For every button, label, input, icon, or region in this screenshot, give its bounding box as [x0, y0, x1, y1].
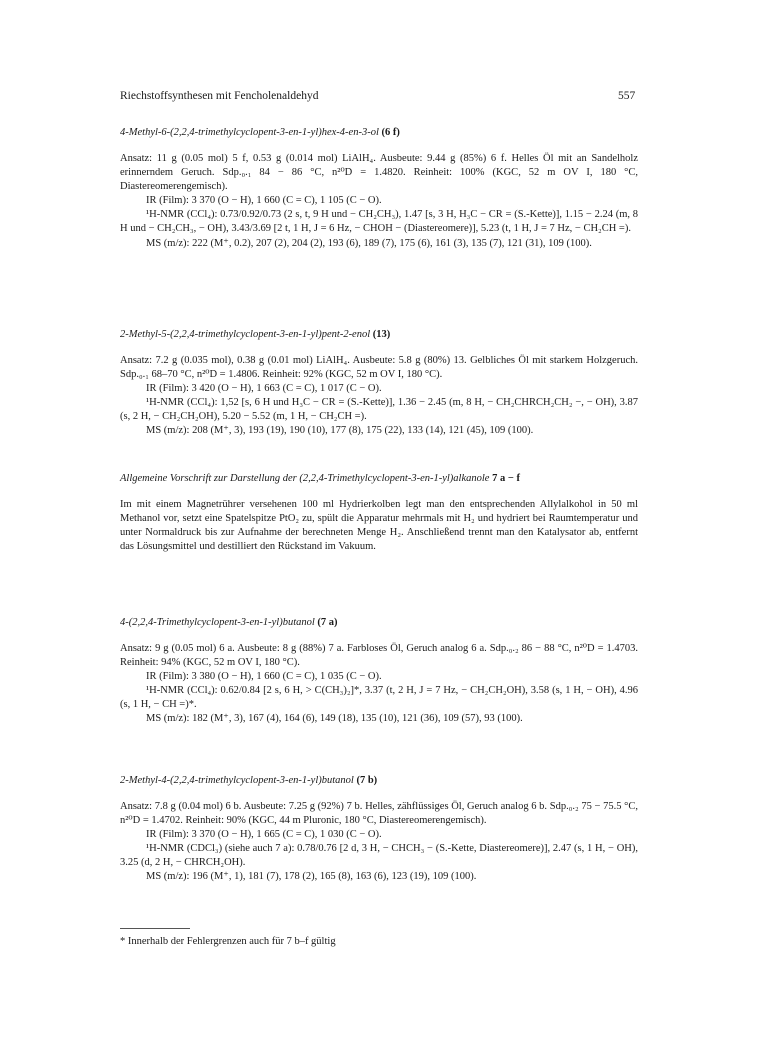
footnote-rule [120, 928, 190, 929]
section-7a [120, 616, 638, 727]
section-title: 2-Methyl-4-(2,2,4-trimethylcyclopent-3-en-1-yl)butanol (7 b) [120, 775, 378, 786]
running-head: Riechstoffsynthesen mit Fencholenaldehyd [120, 90, 319, 102]
procedure-text: Im mit einem Magnetrührer versehenen 100 ml Hydrierkolben legt man den entsprechenden Allylalkohol in 50 ml Methanol vor, setzt eine Spatelspitze PtO₂ zu, spült die Apparatur mehrmals mit H₂ und hydriert bei Raumtemperatur und unter Normaldruck bis zur Aufnahme der berechneten Menge H₂. Anschließend trennt man den Katalysator ab, entfernt das Lösungsmittel und destilliert den Rückstand im Vakuum. [120, 499, 638, 553]
ir-data: IR (Film): 3 420 (O − H), 1 663 (C = C), 1 017 (C − O). [146, 383, 382, 395]
compound-label: (7 a) [317, 617, 338, 628]
nmr-data: ¹H-NMR (CCl₄): 0.73/0.92/0.73 (2 s, t, 9 H und − CH₂CH₃), 1.47 [s, 3 H, H₃C − CR = (S.-Kette)], 1.15 − 2.24 (m, 8 H und − CH₂CH₃, − OH), 3.43/3.69 [2 t, 1 H, J = 6 Hz, − CHOH − (Diastereomere)], 5.23 (t, 1 H, J = 7 Hz, − CH₂CH =). [120, 209, 638, 235]
section-title: 4-Methyl-6-(2,2,4-trimethylcyclopent-3-en-1-yl)hex-4-en-3-ol (6 f) [120, 127, 400, 138]
footnote: * Innerhalb der Fehlergrenzen auch für 7 b–f gültig [120, 936, 336, 947]
section-13 [120, 328, 638, 439]
compound-label: (13) [372, 329, 391, 340]
section-title: 4-(2,2,4-Trimethylcyclopent-3-en-1-yl)butanol (7 a) [120, 617, 338, 628]
ms-data: MS (m/z): 222 (M⁺, 0.2), 207 (2), 204 (2), 193 (6), 189 (7), 175 (6), 161 (3), 135 (7), 121 (31), 109 (100). [146, 237, 592, 249]
section-general-procedure [120, 472, 638, 554]
compound-label: (7 b) [356, 775, 378, 786]
ms-data: MS (m/z): 196 (M⁺, 1), 181 (7), 178 (2), 165 (8), 163 (6), 123 (19), 109 (100). [146, 871, 477, 883]
section-7b [120, 774, 638, 885]
nmr-data: ¹H-NMR (CCl₄): 0.62/0.84 [2 s, 6 H, > C(CH₃)₂]*, 3.37 (t, 2 H, J = 7 Hz, − CH₂CH₂OH), 3.58 (s, 1 H, − OH), 4.96 (s, 1 H, − CH =)*. [120, 685, 638, 711]
procedure-text: Ansatz: 11 g (0.05 mol) 5 f, 0.53 g (0.014 mol) LiAlH₄. Ausbeute: 9.44 g (85%) 6 f. Helles Öl mit an Sandelholz erinnerndem Geruch. Sdp.₀.₁ 84 − 86 °C, n²⁰D = 1.4820. Reinheit: 100% (KGC, 52 m OV I, 180 °C, Diastereomerengemisch). [120, 153, 638, 193]
compound-label: 7 a − f [492, 473, 520, 484]
section-title: 2-Methyl-5-(2,2,4-trimethylcyclopent-3-en-1-yl)pent-2-enol (13) [120, 329, 391, 340]
compound-label: (6 f) [381, 127, 400, 138]
ms-data: MS (m/z): 182 (M⁺, 3), 167 (4), 164 (6), 149 (18), 135 (10), 121 (36), 109 (57), 93 (100). [146, 713, 523, 725]
ms-data: MS (m/z): 208 (M⁺, 3), 193 (19), 190 (10), 177 (8), 175 (22), 133 (14), 121 (45), 109 (100). [146, 425, 534, 437]
procedure-text: Ansatz: 7.8 g (0.04 mol) 6 b. Ausbeute: 7.25 g (92%) 7 b. Helles, zähflüssiges Öl, Geruch analog 6 b. Sdp.₀.₂ 75 − 75.5 °C, n²⁰D = 1.4702. Reinheit: 90% (KGC, 44 m Pluronic, 180 °C, Diastereomerengemisch). [120, 801, 638, 827]
nmr-data: ¹H-NMR (CDCl₃) (siehe auch 7 a): 0.78/0.76 [2 d, 3 H, − CHCH₃ − (S.-Kette, Diastereomere)], 2.47 (s, 1 H, − OH), 3.25 (d, 2 H, − CHRCH₂OH). [120, 843, 638, 869]
ir-data: IR (Film): 3 380 (O − H), 1 660 (C = C), 1 035 (C − O). [146, 671, 382, 683]
page-number: 557 [618, 90, 636, 102]
procedure-text: Ansatz: 9 g (0.05 mol) 6 a. Ausbeute: 8 g (88%) 7 a. Farbloses Öl, Geruch analog 6 a. Sdp.₀.₂ 86 − 88 °C, n²⁰D = 1.4703. Reinheit: 94% (KGC, 52 m OV I, 180 °C). [120, 643, 638, 669]
procedure-text: Ansatz: 7.2 g (0.035 mol), 0.38 g (0.01 mol) LiAlH₄. Ausbeute: 5.8 g (80%) 13. Gelbliches Öl mit starkem Holzgeruch. Sdp.₀.₁ 68–70 °C, n²⁰D = 1.4806. Reinheit: 92% (KGC, 52 m OV I, 180 °C). [120, 355, 638, 381]
section-title: Allgemeine Vorschrift zur Darstellung der (2,2,4-Trimethylcyclopent-3-en-1-yl)alkanole 7 a − f [120, 473, 520, 484]
ir-data: IR (Film): 3 370 (O − H), 1 660 (C = C), 1 105 (C − O). [146, 195, 382, 207]
ir-data: IR (Film): 3 370 (O − H), 1 665 (C = C), 1 030 (C − O). [146, 829, 382, 841]
nmr-data: ¹H-NMR (CCl₄): 1,52 [s, 6 H und H₃C − CR = (S.-Kette)], 1.36 − 2.45 (m, 8 H, − CH₂CHRCH₂CH₂ −, − OH), 3.87 (s, 2 H, − CH₂CH₂OH), 5.20 − 5.52 (m, 1 H, − CH₂CH =). [120, 397, 638, 423]
section-6f [120, 126, 638, 251]
